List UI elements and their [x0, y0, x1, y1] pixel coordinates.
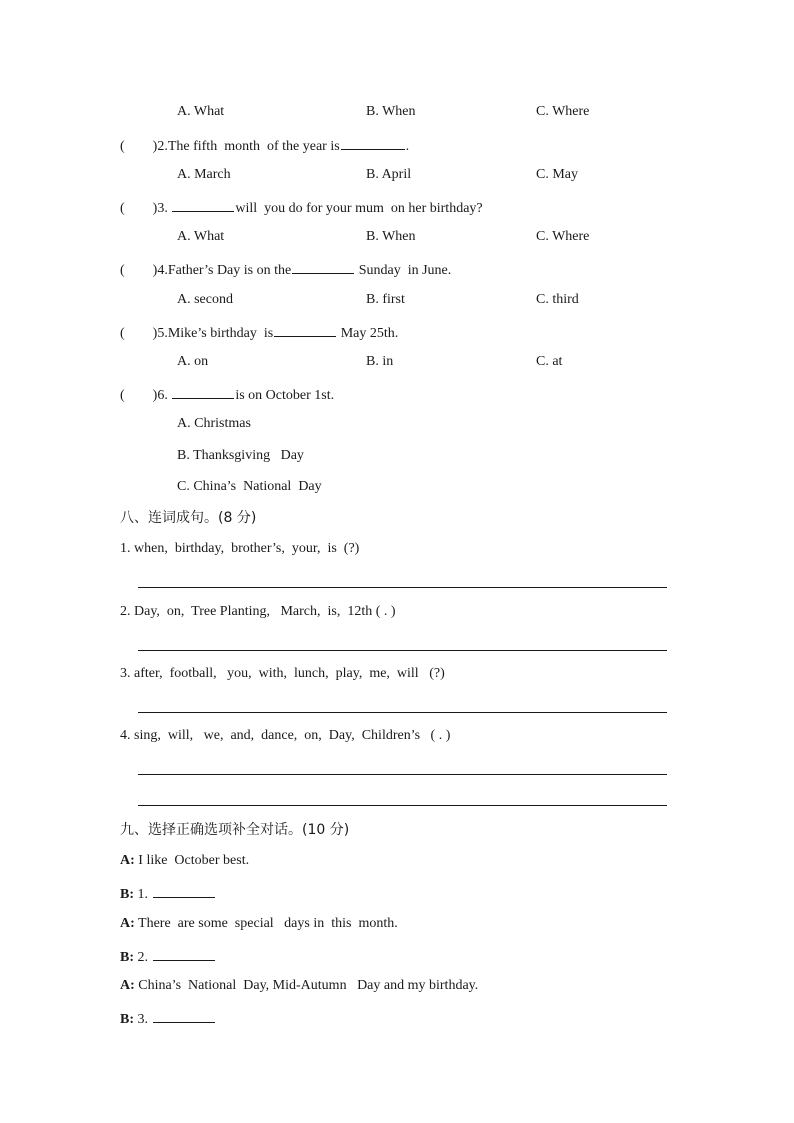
dialogue-line-6: [120, 1008, 216, 1029]
question-4: [120, 259, 451, 280]
dialogue-text: 3.: [134, 1012, 152, 1027]
fill-blank[interactable]: [292, 259, 354, 274]
question-text-post: is on October 1st.: [235, 388, 335, 403]
speaker-label: B:: [120, 887, 134, 902]
q6-option-b: B. Thanksgiving Day: [177, 448, 304, 463]
question-text-post: will you do for your mum on her birthday?: [235, 201, 483, 216]
answer-paren[interactable]: ( ): [120, 326, 158, 341]
fill-blank[interactable]: [172, 197, 234, 212]
speaker-label: B:: [120, 950, 134, 965]
section-8-item-3: 3. after, football, you, with, lunch, play, me, will (?): [120, 666, 445, 681]
answer-paren[interactable]: ( ): [120, 139, 158, 154]
dialogue-line-5: [120, 977, 478, 995]
question-text-post: May 25th.: [337, 326, 399, 341]
section-8-title: 八、连词成句。(8 分): [120, 510, 257, 526]
fill-blank[interactable]: [274, 322, 336, 337]
fill-blank[interactable]: [153, 946, 215, 961]
section-8-item-1: 1. when, birthday, brother’s, your, is (?): [120, 541, 360, 556]
question-text-pre: Mike’s birthday is: [167, 326, 274, 341]
fill-blank[interactable]: [172, 384, 234, 399]
dialogue-line-3: [120, 915, 398, 933]
answer-paren[interactable]: ( ): [120, 263, 158, 278]
q2-option-b: B. April: [366, 167, 412, 182]
dialogue-text: I like October best.: [134, 853, 250, 868]
answer-line-5[interactable]: [138, 805, 667, 806]
dialogue-line-1: [120, 852, 249, 870]
q6-option-c: C. China’s National Day: [177, 479, 322, 494]
question-text-pre: The fifth month of the year is: [167, 139, 340, 154]
speaker-label: B:: [120, 1012, 134, 1027]
section-8-item-4: 4. sing, will, we, and, dance, on, Day, Children’s ( . ): [120, 728, 451, 743]
dialogue-text: 2.: [134, 950, 152, 965]
fill-blank[interactable]: [153, 883, 215, 898]
dialogue-text: There are some special days in this month.: [134, 916, 398, 931]
q4-option-b: B. first: [366, 292, 405, 307]
speaker-label: A:: [120, 853, 135, 868]
question-number: 5.: [157, 326, 168, 341]
q2-option-a: A. March: [177, 167, 231, 182]
speaker-label: A:: [120, 978, 135, 993]
q1-option-b: B. When: [366, 104, 416, 119]
answer-line-1[interactable]: [138, 587, 667, 588]
dialogue-line-4: [120, 946, 216, 967]
question-text-post: .: [405, 139, 410, 154]
question-6: [120, 384, 334, 405]
q2-option-c: C. May: [536, 167, 578, 182]
question-text-post: Sunday in June.: [355, 263, 452, 278]
fill-blank[interactable]: [341, 135, 405, 150]
q5-option-c: C. at: [536, 354, 563, 369]
answer-line-4[interactable]: [138, 774, 667, 775]
q4-option-c: C. third: [536, 292, 579, 307]
q1-option-a: A. What: [177, 104, 225, 119]
question-5: [120, 322, 398, 343]
section-9-title: 九、选择正确选项补全对话。(10 分): [120, 822, 350, 838]
question-number: 4.: [157, 263, 168, 278]
q5-option-b: B. in: [366, 354, 394, 369]
speaker-label: A:: [120, 916, 135, 931]
answer-paren[interactable]: ( ): [120, 388, 158, 403]
question-number: 3.: [157, 201, 168, 216]
answer-line-3[interactable]: [138, 712, 667, 713]
dialogue-text: China’s National Day, Mid-Autumn Day and my birthday.: [134, 978, 479, 993]
question-3: [120, 197, 483, 218]
q4-option-a: A. second: [177, 292, 233, 307]
q3-option-b: B. When: [366, 229, 416, 244]
question-2: [120, 135, 409, 156]
answer-line-2[interactable]: [138, 650, 667, 651]
dialogue-line-2: [120, 883, 216, 904]
question-number: 2.: [157, 139, 168, 154]
question-text-pre: Father’s Day is on the: [167, 263, 292, 278]
question-number: 6.: [157, 388, 168, 403]
dialogue-text: 1.: [134, 887, 152, 902]
q5-option-a: A. on: [177, 354, 209, 369]
section-8-item-2: 2. Day, on, Tree Planting, March, is, 12th ( . ): [120, 604, 396, 619]
answer-paren[interactable]: ( ): [120, 201, 158, 216]
fill-blank[interactable]: [153, 1008, 215, 1023]
q3-option-c: C. Where: [536, 229, 590, 244]
q3-option-a: A. What: [177, 229, 225, 244]
q1-option-c: C. Where: [536, 104, 590, 119]
q6-option-a: A. Christmas: [177, 416, 251, 431]
